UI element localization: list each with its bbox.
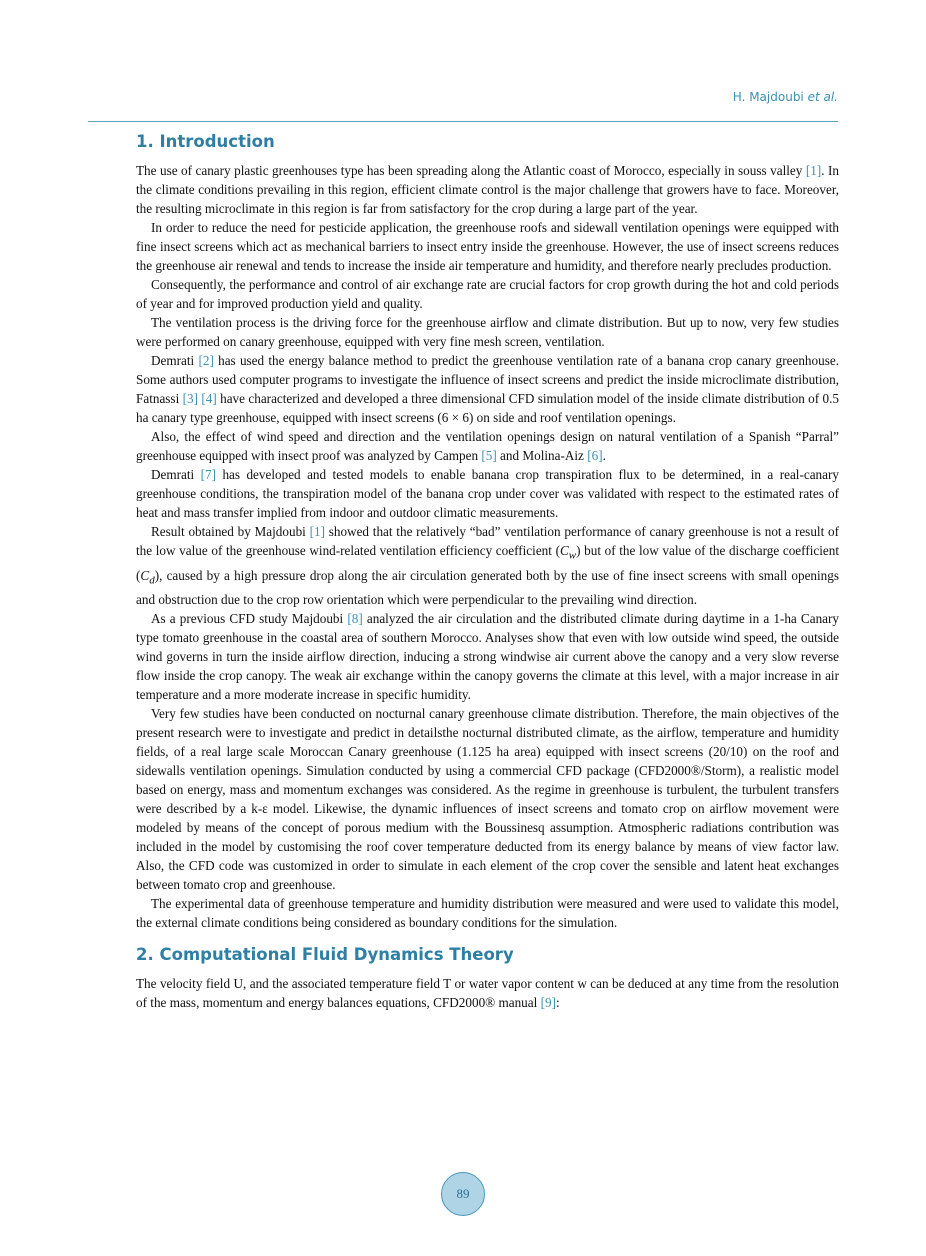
citation-link[interactable]: [5] <box>481 448 497 463</box>
page-number-badge <box>441 1172 485 1216</box>
citation-link[interactable]: [9] <box>540 995 556 1011</box>
paragraph: Consequently, the performance and control of air exchange rate are crucial factors for crop growth during the hot and cold periods of year and for improved production yield and quality. <box>136 277 839 311</box>
citation-link[interactable]: [1] <box>805 163 822 178</box>
header-author: H. Majdoubi <box>732 90 804 104</box>
page-number: 89 <box>456 1186 470 1201</box>
citation-link[interactable]: [8] <box>347 611 363 627</box>
paragraph: In order to reduce the need for pesticide application, the greenhouse roofs and sidewall ventilation openings were equipped with fine insect screens which act as mechanical barriers to insect entry inside the greenhouse. However, the use of insect screens reduces the greenhouse air renewal and tends to increase the inside air temperature and humidity, and therefore nearly precludes production. <box>136 220 839 273</box>
article-body <box>136 131 839 1012</box>
paragraph: The ventilation process is the driving force for the greenhouse airflow and climate distribution. But up to now, very few studies were performed on canary greenhouse, equipped with very fine mesh screen, ventilation. <box>136 315 839 349</box>
citation-link[interactable]: [6] <box>587 448 603 463</box>
paragraph: Demrati [7] has developed and tested models to enable banana crop transpiration flux to be determined, in a real-canary greenhouse conditions, the transpiration model of the banana crop under cover was validated with respect to the estimated rates of heat and mass transfer implied from indoor and outdoor climatic measurements. <box>136 467 839 520</box>
paragraph: Result obtained by Majdoubi [1] showed that the relatively “bad” ventilation performance of canary greenhouse is not a result of the low value of the greenhouse wind-related ventilation efficiency coefficient $(C_w)$ but of the low value of the discharge coefficient $(C_d)$, caused by a high pressure drop along the air circulation generated both by the use of fine insect screens with small openings and obstruction due to the crop row orientation which were perpendicular to the prevailing wind direction. <box>136 524 840 608</box>
paragraph: As a previous CFD study Majdoubi [8] analyzed the air circulation and the distributed climate during daytime in a 1-ha Canary type tomato greenhouse in the coastal area of southern Morocco. Analyses show that even with low outside wind speed, the outside wind governs in turn the inside airflow direction, inducing a strong windwise air current above the canopy and a very slow reverse flow inside the crop canopy. The weak air exchange within the canopy governs the climate at this level, with a major increase in air temperature and a more moderate increase in specific humidity. <box>136 611 840 703</box>
section-heading-cfd-theory: 2. Computational Fluid Dynamics Theory <box>136 945 514 965</box>
header-etal: et al. <box>807 90 838 104</box>
paragraph: Demrati [2] has used the energy balance method to predict the greenhouse ventilation rate of a banana crop canary greenhouse. Some authors used computer programs to investigate the influence of insect screens and predict the inside microclimate distribution, Fatnassi [3] [4] have characterized and developed a three dimensional CFD simulation model of the inside climate distribution of 0.5 ha canary type greenhouse, equipped with insect screens (6 × 6) on side and roof ventilation openings. <box>136 353 839 425</box>
citation-link[interactable]: [1] <box>309 524 325 539</box>
citation-link[interactable]: [7] <box>200 467 217 482</box>
paragraph: The use of canary plastic greenhouses type has been spreading along the Atlantic coast of Morocco, especially in souss valley [1]. In the climate conditions prevailing in this region, efficient climate control is the major challenge that growers have to face. Moreover, the resulting microclimate in this region is far from satisfactory for the crop during a large part of the year. <box>136 163 839 216</box>
citation-link[interactable]: [2] <box>198 353 214 368</box>
citation-link[interactable]: [3] <box>182 391 198 406</box>
paragraph: The velocity field U, and the associated temperature field T or water vapor content w can be deduced at any time from the resolution of the mass, momentum and energy balances equations, CFD2000® manual [9]: <box>136 976 839 1011</box>
section-heading-introduction: 1. Introduction <box>136 132 275 151</box>
header-rule <box>88 121 838 122</box>
running-header <box>733 90 838 104</box>
citation-link[interactable]: [4] <box>201 391 217 406</box>
paragraph: Very few studies have been conducted on nocturnal canary greenhouse climate distribution. Therefore, the main objectives of the present research were to investigate and predict in detailsthe nocturnal distributed climate, as the airflow, temperature and humidity fields, of a real large scale Moroccan Canary greenhouse (1.125 ha area) equipped with insect screens (20/10) on the roof and sidewalls ventilation openings. Simulation conducted by using a commercial CFD package (CFD2000®/Storm), a realistic model based on energy, mass and momentum exchanges was considered. As the regime in greenhouse is turbulent, the turbulent transfers were described by a k-ε model. Likewise, the dynamic influences of insect screens and tomato crop on airflow movement were modeled by means of the concept of porous medium with the Boussinesq assumption. Atmospheric radiations contribution was included in the model by customising the roof cover temperature deducted from its energy balance by means of view factor law. Also, the CFD code was customized in order to simulate in each element of the crop cover the sensible and latent heat exchanges between tomato crop and greenhouse. <box>136 706 839 893</box>
paragraph: Also, the effect of wind speed and direction and the ventilation openings design on natural ventilation of a Spanish “Parral” greenhouse equipped with insect proof was analyzed by Campen [5] and Molina-Aiz [6]. <box>136 429 839 463</box>
paragraph: The experimental data of greenhouse temperature and humidity distribution were measured and were used to validate this model, the external climate conditions being considered as boundary conditions for the simulation. <box>136 896 839 931</box>
